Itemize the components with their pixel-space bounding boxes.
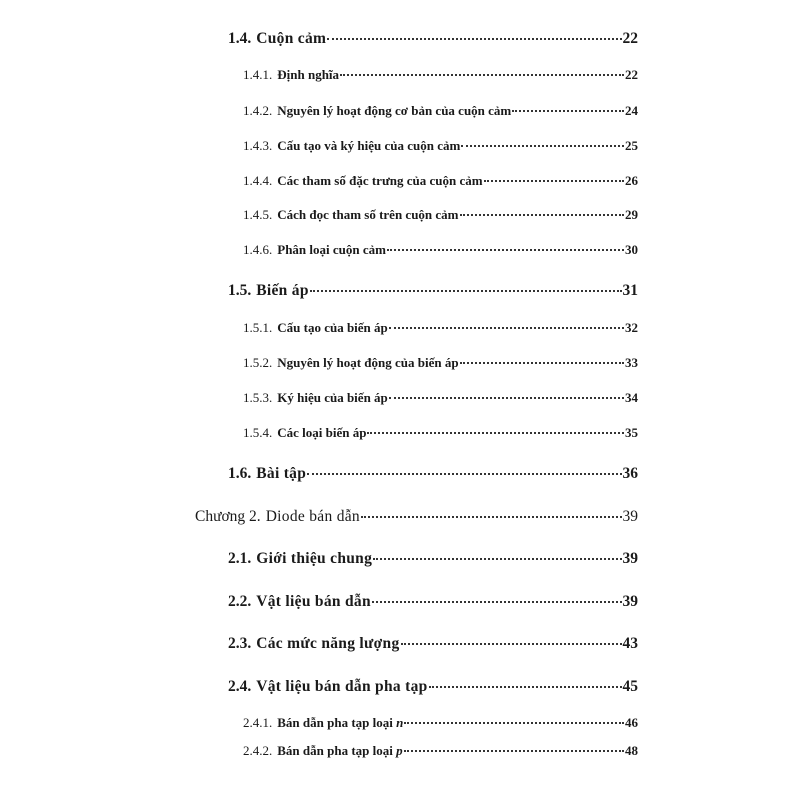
dot-leader [460, 362, 624, 364]
toc-entry-number: 1.4.1. [243, 67, 273, 82]
toc-entry-page: 32 [625, 320, 638, 335]
toc-entry-number: 2.3. [228, 635, 252, 652]
toc-entry-title [277, 207, 458, 223]
toc-entry-title-text: Bài tập [256, 465, 307, 482]
toc-entry-title-text: Ký hiệu của biến áp [277, 390, 388, 405]
toc-entry[interactable] [243, 138, 638, 154]
toc-entry[interactable] [243, 743, 638, 759]
toc-entry-title-text: Bán dẫn pha tạp loại [277, 743, 393, 758]
toc-entry-page: 24 [625, 103, 638, 118]
toc-entry-page: 29 [625, 207, 638, 222]
toc-entry-title [277, 355, 458, 371]
dot-leader [361, 516, 622, 518]
toc-entry-title-text: Biến áp [256, 282, 309, 299]
dot-leader [389, 397, 624, 399]
toc-entry-title [277, 173, 482, 189]
toc-entry-number: 2.4.1. [243, 715, 273, 730]
toc-entry[interactable] [243, 242, 638, 258]
toc-entry[interactable] [243, 425, 638, 441]
toc-entry-number: 1.5.3. [243, 390, 273, 405]
dot-leader [310, 290, 622, 292]
toc-entry-title [256, 282, 309, 300]
toc-entry-title-text: Phân loại cuộn cảm [277, 242, 386, 257]
dot-leader [461, 145, 624, 147]
toc-entry-title [256, 550, 372, 568]
toc-entry-number: 1.5. [228, 282, 252, 299]
toc-entry[interactable] [243, 715, 638, 731]
toc-entry[interactable] [243, 207, 638, 223]
toc-entry-title-text: Cấu tạo của biến áp [277, 320, 388, 335]
toc-entry-title-text: Bán dẫn pha tạp loại [277, 715, 393, 730]
toc-entry-page: 39 [622, 593, 638, 610]
toc-entry-page: 36 [622, 465, 638, 482]
toc-entry-title-text: Cuộn cảm [256, 30, 327, 47]
toc-entry-number: Chương 2. [195, 508, 261, 525]
toc-entry[interactable] [228, 593, 638, 611]
toc-entry[interactable] [243, 320, 638, 336]
toc-entry-title [277, 390, 388, 406]
toc-entry-number: 1.4.4. [243, 173, 273, 188]
toc-entry-title [277, 103, 511, 119]
dot-leader [387, 249, 624, 251]
toc-entry-number: 2.1. [228, 550, 252, 567]
toc-entry-title [277, 425, 366, 441]
toc-entry-title [256, 678, 427, 696]
toc-entry-title [277, 320, 388, 336]
toc-entry-title-text: Các mức năng lượng [256, 635, 400, 652]
toc-entry-number: 2.2. [228, 593, 252, 610]
toc-entry-title-text: Vật liệu bán dẫn pha tạp [256, 678, 428, 695]
toc-entry[interactable] [228, 282, 638, 300]
toc-entry-title-italic: n [396, 715, 404, 730]
toc-entry[interactable] [243, 103, 638, 119]
toc-entry-page: 26 [625, 173, 638, 188]
toc-entry-page: 25 [625, 138, 638, 153]
toc-entry-title [256, 465, 306, 483]
toc-entry[interactable] [243, 355, 638, 371]
toc-entry-number: 2.4. [228, 678, 252, 695]
toc-entry-title-text: Cấu tạo và ký hiệu của cuộn cảm [277, 138, 461, 153]
dot-leader [460, 214, 624, 216]
toc-entry[interactable] [243, 173, 638, 189]
toc-entry-page: 39 [622, 508, 638, 525]
toc-entry-title [256, 30, 326, 48]
toc-entry-number: 2.4.2. [243, 743, 273, 758]
toc-entry-title [277, 715, 403, 731]
toc-entry-title [277, 67, 339, 83]
toc-entry-title-text: Định nghĩa [277, 67, 340, 82]
toc-entry[interactable] [243, 390, 638, 406]
toc-entry-title-text: Nguyên lý hoạt động của biến áp [277, 355, 459, 370]
toc-entry-page: 33 [625, 355, 638, 370]
toc-entry-title [277, 743, 402, 759]
toc-entry-title [277, 242, 386, 258]
toc-entry-number: 1.6. [228, 465, 252, 482]
toc-entry[interactable] [228, 678, 638, 696]
toc-entry-page: 46 [625, 715, 638, 730]
dot-leader [307, 473, 621, 475]
dot-leader [372, 601, 622, 603]
toc-entry-title-text: Cách đọc tham số trên cuộn cảm [277, 207, 459, 222]
toc-entry-title-text: Vật liệu bán dẫn [256, 593, 371, 610]
toc-entry-title-text: Các loại biến áp [277, 425, 367, 440]
toc-entry-title [266, 508, 360, 526]
toc-entry-title-text: Giới thiệu chung [256, 550, 373, 567]
toc-entry[interactable] [243, 67, 638, 83]
dot-leader [367, 432, 624, 434]
toc-entry-page: 22 [622, 30, 638, 47]
toc-entry[interactable] [228, 550, 638, 568]
toc-entry-page: 45 [622, 678, 638, 695]
dot-leader [340, 74, 624, 76]
toc-entry-number: 1.4.6. [243, 242, 273, 257]
toc-entry-number: 1.4. [228, 30, 252, 47]
toc-entry-title-italic: p [396, 743, 403, 758]
toc-entry-number: 1.4.2. [243, 103, 273, 118]
toc-entry[interactable] [228, 465, 638, 483]
dot-leader [404, 722, 624, 724]
dot-leader [429, 686, 622, 688]
toc-entry-title [256, 593, 371, 611]
dot-leader [512, 110, 624, 112]
toc-entry-title [256, 635, 399, 653]
toc-entry-number: 1.5.4. [243, 425, 273, 440]
toc-entry-number: 1.5.1. [243, 320, 273, 335]
toc-entry-page: 31 [622, 282, 638, 299]
toc-entry-title-text: Các tham số đặc trưng của cuộn cảm [277, 173, 483, 188]
toc-entry-page: 48 [625, 743, 638, 758]
toc-entry-title-text: Diode bán dẫn [265, 508, 360, 525]
toc-entry-title-text: Nguyên lý hoạt động cơ bản của cuộn cảm [277, 103, 512, 118]
toc-entry-page: 39 [622, 550, 638, 567]
dot-leader [389, 327, 624, 329]
dot-leader [484, 180, 624, 182]
dot-leader [327, 38, 621, 40]
dot-leader [373, 558, 621, 560]
toc-entry-title [277, 138, 460, 154]
toc-entry-number: 1.4.3. [243, 138, 273, 153]
toc-entry-page: 22 [625, 67, 638, 82]
toc-entry-page: 34 [625, 390, 638, 405]
toc-entry-page: 30 [625, 242, 638, 257]
toc-entry[interactable] [195, 508, 638, 526]
toc-entry[interactable] [228, 635, 638, 653]
toc-entry[interactable] [228, 30, 638, 48]
toc-entry-page: 43 [622, 635, 638, 652]
toc-entry-page: 35 [625, 425, 638, 440]
dot-leader [401, 643, 622, 645]
dot-leader [404, 750, 624, 752]
toc-entry-number: 1.4.5. [243, 207, 273, 222]
toc-entry-number: 1.5.2. [243, 355, 273, 370]
